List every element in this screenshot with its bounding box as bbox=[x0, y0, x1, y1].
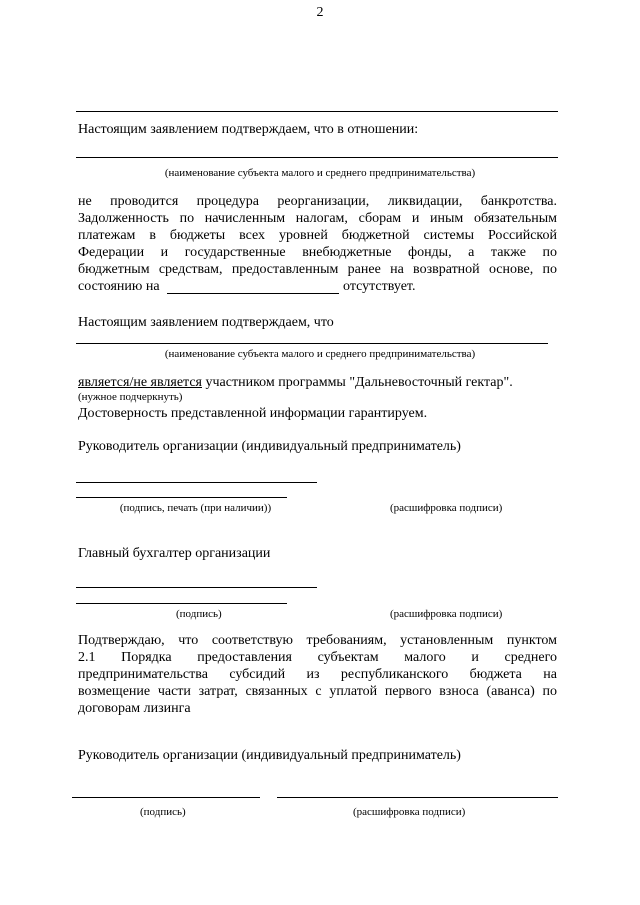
accountant-sign-field[interactable] bbox=[76, 587, 317, 588]
head-decode-caption-1: (расшифровка подписи) bbox=[390, 502, 503, 514]
section1-last-line bbox=[78, 278, 160, 295]
accountant-decode-caption: (расшифровка подписи) bbox=[390, 608, 503, 620]
section2-intro: Настоящим заявлением подтверждаем, что bbox=[78, 315, 334, 330]
top-rule bbox=[76, 111, 558, 112]
section1-line-5: бюджетным средствам, предоставленным ранее на возвратной основе, по bbox=[78, 262, 557, 277]
program-text: участником программы "Дальневосточный гектар". bbox=[202, 375, 513, 390]
head-decode-field-1[interactable] bbox=[76, 497, 287, 498]
underline-note: (нужное подчеркнуть) bbox=[78, 391, 183, 403]
entity-name-field-1[interactable] bbox=[76, 157, 558, 158]
page-number: 2 bbox=[316, 5, 324, 20]
head-sign-field-2[interactable] bbox=[72, 797, 260, 798]
section1-intro: Настоящим заявлением подтверждаем, что в отношении: bbox=[78, 122, 419, 137]
section5-line-3: предпринимательства субсидий из республиканского бюджета на bbox=[78, 667, 557, 682]
is-not-is-choice[interactable]: является/не является bbox=[78, 375, 202, 390]
section1-line-2: Задолженность по начисленным налогам, сборам и иным обязательным bbox=[78, 211, 557, 226]
entity-name-caption-2: (наименование субъекта малого и среднего предпринимательства) bbox=[164, 348, 476, 360]
head-sign-caption-1: (подпись, печать (при наличии)) bbox=[119, 502, 272, 514]
as-of-label: состоянию на bbox=[78, 279, 160, 294]
accountant-sign-caption: (подпись) bbox=[176, 608, 222, 620]
accountant-decode-field[interactable] bbox=[76, 603, 287, 604]
accountant-title: Главный бухгалтер организации bbox=[78, 546, 271, 561]
head-decode-caption-2: (расшифровка подписи) bbox=[353, 806, 466, 818]
head-title-1: Руководитель организации (индивидуальный предприниматель) bbox=[78, 439, 461, 454]
section5-line-1: Подтверждаю, что соответствую требованиям, установленным пунктом bbox=[78, 633, 557, 648]
section5-line-2: 2.1 Порядка предоставления субъектам малого и среднего bbox=[78, 650, 557, 665]
section5-last-line: договорам лизинга bbox=[78, 701, 191, 716]
program-participation-line bbox=[78, 374, 513, 391]
section5-line-4: возмещение части затрат, связанных с уплатой первого взноса (аванса) по bbox=[78, 684, 557, 699]
entity-name-caption-1: (наименование субъекта малого и среднего предпринимательства) bbox=[164, 167, 476, 179]
section1-line-3: платежам в бюджеты всех уровней бюджетной системы Российской bbox=[78, 228, 557, 243]
head-title-2: Руководитель организации (индивидуальный предприниматель) bbox=[78, 748, 461, 763]
as-of-date-field[interactable] bbox=[167, 293, 339, 294]
head-sign-caption-2: (подпись) bbox=[140, 806, 186, 818]
section1-line-4: Федерации и государственные внебюджетные фонды, а также по bbox=[78, 245, 557, 260]
section1-line-1: не проводится процедура реорганизации, ликвидации, банкротства. bbox=[78, 194, 557, 209]
guarantee-text: Достоверность представленной информации гарантируем. bbox=[78, 406, 428, 421]
head-sign-field-1[interactable] bbox=[76, 482, 317, 483]
entity-name-field-2[interactable] bbox=[76, 343, 548, 344]
head-decode-field-2[interactable] bbox=[277, 797, 558, 798]
absent-label: отсутствует. bbox=[343, 279, 416, 294]
